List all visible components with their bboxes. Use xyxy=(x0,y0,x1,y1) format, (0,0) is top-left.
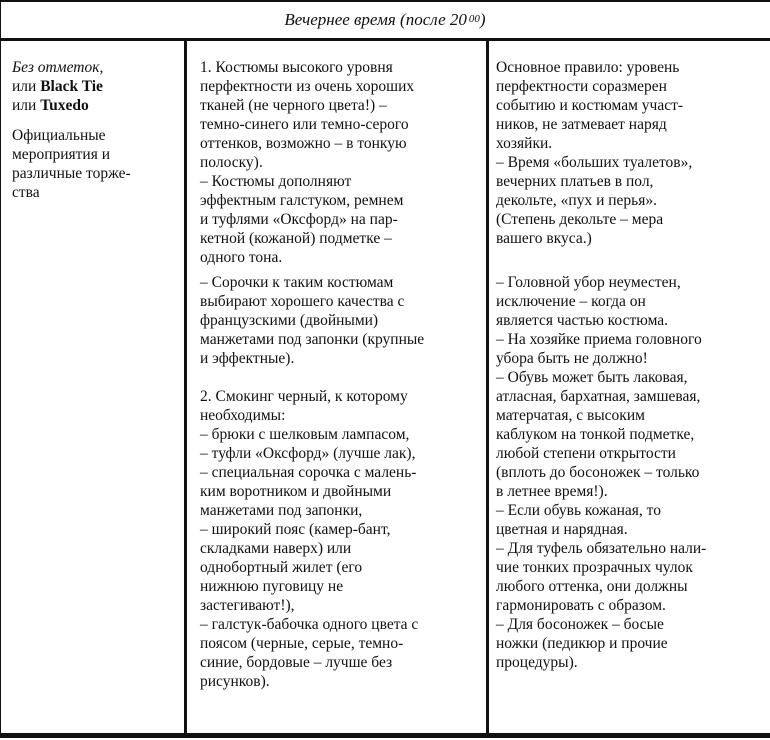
text-line: атласная, бархатная, замшевая, xyxy=(496,388,701,405)
text-line: 1. Костюмы высокого уровня xyxy=(200,59,393,76)
text-line: – туфли «Оксфорд» (лучше лак), xyxy=(200,445,416,462)
basic-rule-paragraph xyxy=(496,58,766,248)
title-text: Вечернее время (после 20 xyxy=(284,10,467,29)
column-divider-3 xyxy=(486,40,489,735)
text-line: однобортный жилет (его xyxy=(200,559,363,576)
text-line: – Время «больших туалетов», xyxy=(496,154,693,171)
text-line: темно-синего или темно-серого xyxy=(200,116,409,133)
text-line: синие, бордовые – лучше без xyxy=(200,654,393,671)
text-line: рисунков). xyxy=(200,673,270,690)
text-line: полоску). xyxy=(200,154,263,171)
text-line: манжетами под запонки, xyxy=(200,502,363,519)
desc-line: Официальные xyxy=(12,127,106,144)
text-line: – галстук-бабочка одного цвета с xyxy=(200,616,419,633)
text-line: тканей (не черного цвета!) – xyxy=(200,97,387,114)
text-line: – Для босоножек – босые xyxy=(496,616,664,633)
text-line: Основное правило: уровень xyxy=(496,59,680,76)
text-line: – Обувь может быть лаковая, xyxy=(496,369,688,386)
or-word: или xyxy=(12,97,37,114)
desc-line: ства xyxy=(12,184,40,201)
desc-line: различные торже- xyxy=(12,165,131,182)
text-line: чие тонких прозрачных чулок xyxy=(496,559,693,576)
column-divider-2 xyxy=(184,40,187,735)
text-line: декольте, «пух и перья». xyxy=(496,192,658,209)
text-line: застегивают!), xyxy=(200,597,295,614)
text-line: вашего вкуса.) xyxy=(496,230,592,247)
text-line: событию и костюмам участ- xyxy=(496,97,684,114)
text-line: – На хозяйке приема головного xyxy=(496,331,702,348)
title-close: ) xyxy=(479,10,486,29)
text-line: является частью костюма. xyxy=(496,312,669,329)
text-line: в летнее время!). xyxy=(496,483,608,500)
text-line: гармонировать с образом. xyxy=(496,597,666,614)
tuxedo-label: Tuxedo xyxy=(40,97,89,114)
text-line: поясом (черные, серые, темно- xyxy=(200,635,404,652)
desc-line: мероприятия и xyxy=(12,146,111,163)
men-attire-cell xyxy=(200,58,482,691)
text-line: перфектности соразмерен xyxy=(496,78,667,95)
dress-code-cell xyxy=(12,58,177,202)
text-line: – Костюмы дополняют xyxy=(200,173,352,190)
black-tie-label: Black Tie xyxy=(40,78,103,95)
header-bottom-rule xyxy=(0,38,770,41)
black-tie-line xyxy=(12,77,177,96)
text-line: эффектным галстуком, ремнем xyxy=(200,192,404,209)
text-line: (вплоть до босоножек – только xyxy=(496,464,700,481)
bottom-rule xyxy=(0,733,770,738)
text-line: – Головной убор неуместен, xyxy=(496,274,681,291)
no-marks-label: Без отметок, xyxy=(12,59,104,76)
text-line: нижнюю пуговицу не xyxy=(200,578,344,595)
text-line: 2. Смокинг черный, к которому xyxy=(200,388,408,405)
text-line: каблуком на тонкой подметке, xyxy=(496,426,695,443)
text-line: – Если обувь кожаная, то xyxy=(496,502,662,519)
text-line: кетной (кожаной) подметке – xyxy=(200,230,392,247)
column-divider-1 xyxy=(0,0,1,738)
text-line: и туфлями «Оксфорд» на пар- xyxy=(200,211,398,228)
text-line: цветная и нарядная. xyxy=(496,521,628,538)
text-line: – Сорочки к таким костюмам xyxy=(200,274,394,291)
text-line: манжетами под запонки (крупные xyxy=(200,331,425,348)
text-line: выбирают хорошего качества с xyxy=(200,293,405,310)
shirts-paragraph xyxy=(200,273,482,368)
text-line: ножки (педикюр и прочие xyxy=(496,635,668,652)
section-title xyxy=(0,2,770,38)
text-line: любого оттенка, они должны xyxy=(496,578,688,595)
text-line: – Для туфель обязательно нали- xyxy=(496,540,707,557)
title-superscript: 00 xyxy=(468,13,480,25)
occasion-description xyxy=(12,126,177,202)
text-line: французскими (двойными) xyxy=(200,312,379,329)
text-line: необходимы: xyxy=(200,407,286,424)
text-line: любой степени открытости xyxy=(496,445,676,462)
text-line: вечерних платьев в пол, xyxy=(496,173,654,190)
text-line: (Степень декольте – мера xyxy=(496,211,664,228)
text-line: складками наверх) или xyxy=(200,540,352,557)
or-word: или xyxy=(12,78,37,95)
text-line: – широкий пояс (камер-бант, xyxy=(200,521,391,538)
accessories-paragraph xyxy=(496,273,766,672)
text-line: – брюки с шелковым лампасом, xyxy=(200,426,410,443)
text-line: ким воротником и двойными xyxy=(200,483,392,500)
tuxedo-paragraph xyxy=(200,387,482,691)
text-line: убора быть не должно! xyxy=(496,350,648,367)
text-line: одного тона. xyxy=(200,249,283,266)
women-attire-cell xyxy=(496,58,766,672)
text-line: и эффектные). xyxy=(200,350,295,367)
text-line: процедуры). xyxy=(496,654,578,671)
text-line: хозяйки. xyxy=(496,135,553,152)
text-line: ников, не затмевает наряд xyxy=(496,116,667,133)
text-line: матерчатая, с высоким xyxy=(496,407,645,424)
text-line: исключение – когда он xyxy=(496,293,646,310)
suits-paragraph xyxy=(200,58,482,267)
text-line: оттенков, возможно – в тонкую xyxy=(200,135,407,152)
text-line: перфектности из очень хороших xyxy=(200,78,415,95)
tuxedo-line xyxy=(12,96,177,115)
text-line: – специальная сорочка с малень- xyxy=(200,464,417,481)
